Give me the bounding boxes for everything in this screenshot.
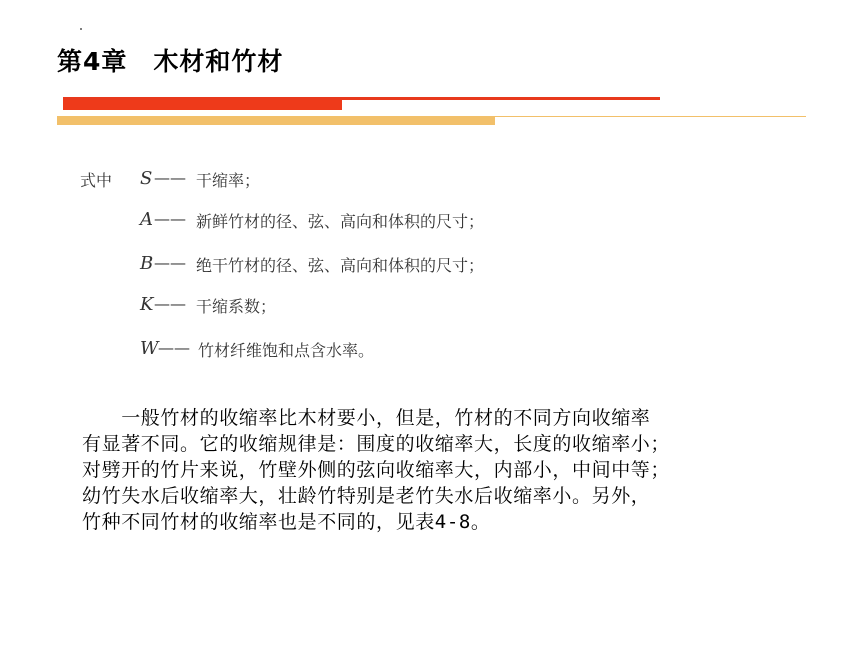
definition-text: 竹材纤维饱和点含水率。 (198, 341, 375, 360)
definition-symbol: A (140, 209, 153, 230)
definition-dash: —— (158, 338, 190, 357)
paragraph-line: 对劈开的竹片来说，竹壁外侧的弦向收缩率大，内部小，中间中等； (82, 459, 671, 481)
header-rule-red-thick (63, 100, 342, 110)
definition-dash: —— (154, 168, 186, 187)
definition-dash: —— (154, 209, 186, 228)
paragraph-line: 有显著不同。它的收缩规律是：围度的收缩率大，长度的收缩率小； (82, 433, 671, 455)
definition-symbol: B (140, 253, 154, 274)
definition-text: 干缩率； (196, 171, 261, 190)
definition-symbol: S (140, 168, 153, 189)
definition-dash: —— (154, 294, 186, 313)
paragraph-line: 幼竹失水后收缩率大，壮龄竹特别是老竹失水后收缩率小。另外， (82, 485, 651, 507)
definition-symbol: W (140, 338, 159, 359)
decorative-dot (80, 28, 82, 30)
definition-prefix: 式中 (80, 171, 113, 190)
body-paragraph (82, 405, 802, 535)
chapter-title: 第4章 木材和竹材 (57, 47, 284, 76)
header-rule-yellow-line (495, 116, 806, 117)
definition-symbol: K (140, 294, 154, 315)
definition-text: 干缩系数； (196, 297, 277, 316)
header-rule-yellow (57, 116, 495, 125)
definition-dash: —— (154, 253, 186, 272)
paragraph-line: 一般竹材的收缩率比木材要小，但是，竹材的不同方向收缩率 (82, 407, 651, 429)
definition-text: 新鲜竹材的径、弦、高向和体积的尺寸； (196, 212, 485, 231)
definition-text: 绝干竹材的径、弦、高向和体积的尺寸； (196, 256, 485, 275)
paragraph-line: 竹种不同竹材的收缩率也是不同的，见表4-8。 (82, 511, 491, 533)
